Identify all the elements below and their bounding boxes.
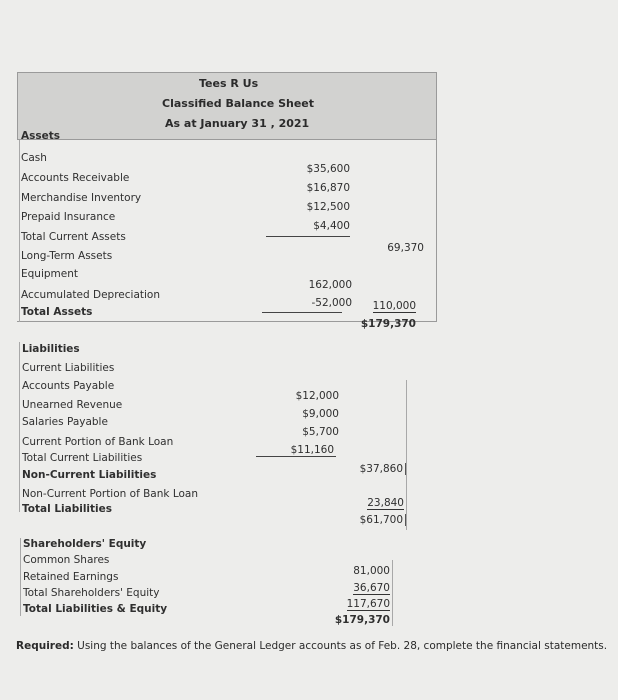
total-current-assets-label: Total Current Assets	[21, 231, 126, 243]
required-note	[16, 640, 607, 652]
prepaid-label: Prepaid Insurance	[21, 211, 116, 223]
required-prefix: Required:	[16, 640, 74, 652]
cash-label: Cash	[21, 152, 47, 164]
column-divider	[392, 560, 393, 626]
inventory-value: $12,500	[306, 201, 350, 213]
total-liabilities-equity-value: $179,370	[334, 614, 390, 626]
non-current-liabilities-label: Non-Current Liabilities	[22, 469, 157, 481]
column-divider	[19, 140, 20, 322]
total-current-liabilities-value: $37,860	[360, 463, 406, 475]
non-current-bank-loan-label: Non-Current Portion of Bank Loan	[22, 488, 198, 500]
total-assets-value: $179,370	[360, 318, 416, 330]
current-bank-loan-value: $11,160	[290, 444, 334, 456]
subtotal-rule	[266, 236, 350, 237]
ap-value: $12,000	[295, 390, 339, 402]
common-shares-value: 81,000	[353, 565, 390, 577]
ap-label: Accounts Payable	[22, 380, 115, 392]
retained-earnings-label: Retained Earnings	[23, 571, 119, 583]
ar-label: Accounts Receivable	[21, 172, 130, 184]
unearned-value: $9,000	[302, 408, 339, 420]
column-divider	[406, 380, 407, 530]
total-equity-value: 117,670	[346, 598, 390, 610]
total-equity-label: Total Shareholders' Equity	[23, 587, 160, 599]
common-shares-label: Common Shares	[23, 554, 110, 566]
accum-dep-label: Accumulated Depreciation	[21, 289, 161, 301]
equipment-value: 162,000	[308, 279, 352, 291]
company-name: Tees R Us	[199, 77, 259, 90]
salaries-label: Salaries Payable	[22, 416, 108, 428]
current-bank-loan-label: Current Portion of Bank Loan	[22, 436, 174, 448]
equity-heading: Shareholders' Equity	[23, 538, 147, 550]
sheet-title: Classified Balance Sheet	[162, 97, 315, 110]
total-liabilities-label: Total Liabilities	[22, 503, 113, 515]
equipment-label: Equipment	[21, 268, 78, 280]
prepaid-value: $4,400	[313, 220, 350, 232]
subtotal-rule	[256, 456, 336, 457]
unearned-label: Unearned Revenue	[22, 399, 123, 411]
retained-earnings-value: 36,670	[353, 582, 390, 594]
total-liabilities-equity-label: Total Liabilities & Equity	[23, 603, 168, 615]
column-divider	[20, 538, 21, 616]
total-assets-label: Total Assets	[21, 306, 93, 318]
long-term-assets-label: Long-Term Assets	[21, 250, 113, 262]
net-long-term-value: 110,000	[372, 300, 416, 312]
total-current-liabilities-label: Total Current Liabilities	[22, 452, 143, 464]
current-liabilities-label: Current Liabilities	[22, 362, 115, 374]
liabilities-heading: Liabilities	[22, 343, 80, 355]
accum-dep-value: -52,000	[311, 297, 352, 309]
total-liabilities-value: $61,700	[360, 514, 406, 526]
assets-heading: Assets	[21, 130, 61, 142]
inventory-label: Merchandise Inventory	[21, 192, 142, 204]
required-text: Using the balances of the General Ledger accounts as of Feb. 28, complete the financial statements.	[73, 640, 608, 652]
salaries-value: $5,700	[302, 426, 339, 438]
cash-value: $35,600	[306, 163, 350, 175]
total-current-assets-value: 69,370	[387, 242, 424, 254]
sheet-date: As at January 31 , 2021	[165, 117, 310, 130]
subtotal-rule	[262, 312, 342, 313]
column-divider	[19, 342, 20, 512]
ar-value: $16,870	[306, 182, 350, 194]
non-current-bank-loan-value: 23,840	[367, 497, 404, 509]
